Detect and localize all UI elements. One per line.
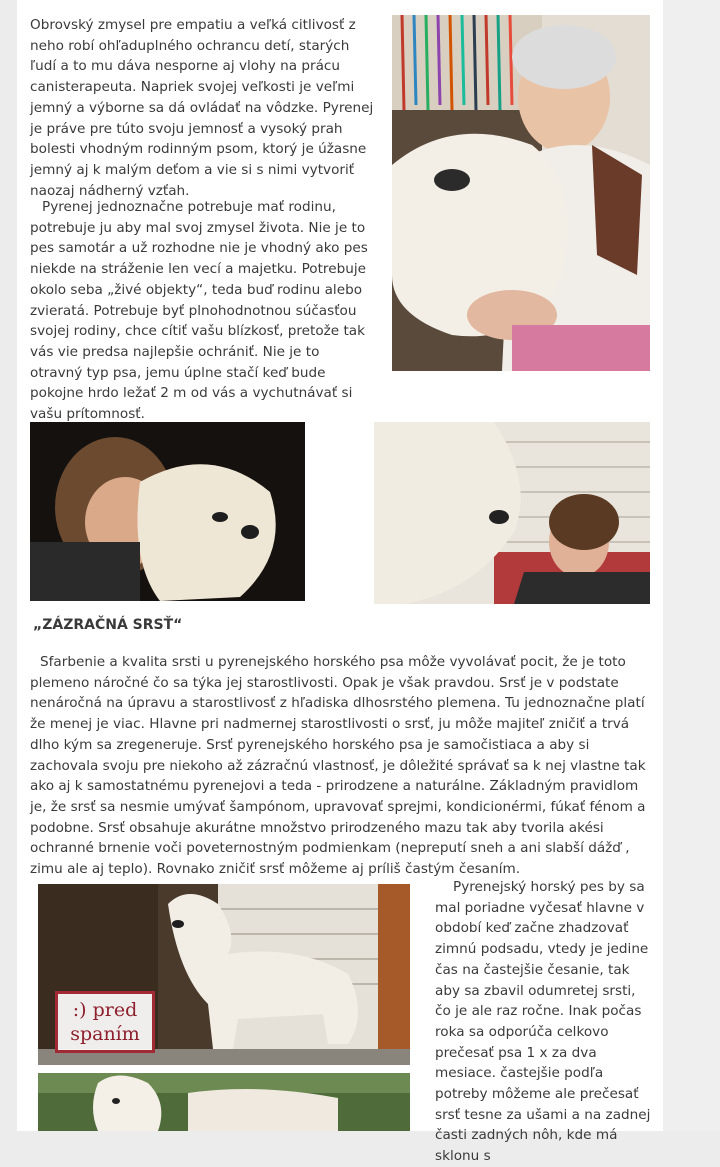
paragraph-empathy: Obrovský zmysel pre empatiu a veľká citlivosť z neho robí ohľaduplného ochrancu detí, starých ľudí a to mu dáva nesporne aj vlohy na prácu canisterapeuta. Napriek svojej veľkosti je veľmi jemný a výborne sa dá ovládať na vôdzke. Pyrenej je práve pre túto svoju jemnosť a vysoký prah bolesti vhodným rodinným psom, ktorý je úžasne jemný aj k malým deťom a vie si s nimi vytvoriť naozaj nádherný vzťah.: [30, 17, 374, 199]
page-margin: [663, 0, 720, 1131]
section-heading: „ZÁZRAČNÁ SRSŤ“: [33, 617, 183, 633]
caption-line-1: :) pred: [72, 999, 138, 1021]
paragraph-brushing: Pyrenejský horský pes by sa mal poriadne vyčesať hlavne v období keď začne zhadzovať zimnú podsadu, vtedy je jedine čas na častejšie česanie, tak aby sa zbavil odumretej srsti, čo je ale raz ročne. Inak počas roka sa odporúča celkovo prečesať psa 1 x za dva mesiace. častejšie podľa potreby môžeme ale prečesať srsť tesne za ušami a na zadnej časti zadných nôh, kde má sklonu s: [435, 879, 651, 1165]
caption-line-2: spaním: [70, 1023, 140, 1045]
photo-woman-with-dog: [392, 15, 650, 371]
paragraph-coat-care: Sfarbenie a kvalita srsti u pyrenejského horského psa môže vyvolávať pocit, že je toto plemeno náročné čo sa týka jej starostlivosti. Opak je však pravdou. Srsť je v podstate nenáročná na úpravu a starostlivosť z hľadiska dlhosrstého plemena. Tu jednoznačne platí že menej je viac. Hlavne pri nadmernej starostlivosti o srsť, ju môže majiteľ zničiť a trvá dlho kým sa zregeneruje. Srsť pyrenejského horského psa je samočistiaca a aby si zachovala svoju pre niekoho až zázračnú vlastnosť, je dôležité správať sa k nej vlastne tak ako aj k samostatnému pyrenejovi a teda - prirodzene a naturálne. Základným pravidlom je, že srsť sa nesmie umývať šampónom, upravovať sprejmi, kondicionérmi, fúkať fénom a podobne. Srsť obsahuje akurátne množstvo prirodzeného mazu tak aby tvorila akési ochranné brnenie voči poveternostným podmienkam (nepreputí sneh a ani slabší dážď , zimu ale aj teplo). Rovnako zničiť srsť môžeme aj príliš častým česaním.: [30, 654, 646, 878]
photo-girl-hugging-dog: [30, 422, 305, 601]
photo-caption-before-sleep: [55, 991, 155, 1053]
photo-dog-outdoors: [38, 1073, 410, 1131]
paragraph-family: Pyrenej jednoznačne potrebuje mať rodinu, potrebuje ju aby mal svoj zmysel života. Nie je to pes samotár a už rozhodne nie je vhodný ako pes niekde na stráženie len vecí a majetku. Potrebuje okolo seba „živé objekty“, teda buď rodinu alebo zvieratá. Potrebuje byť plnohodnotnou súčasťou svojej rodiny, chce cítiť vašu blízkosť, pretože tak vás vie predsa najlepšie ochrániť. Nie je to otravný typ psa, jemu úplne stačí keď bude pokojne hrdo ležať 2 m od vás a vychutnávať si vašu prítomnosť.: [30, 199, 368, 423]
photo-dog-and-girl: [374, 422, 650, 604]
